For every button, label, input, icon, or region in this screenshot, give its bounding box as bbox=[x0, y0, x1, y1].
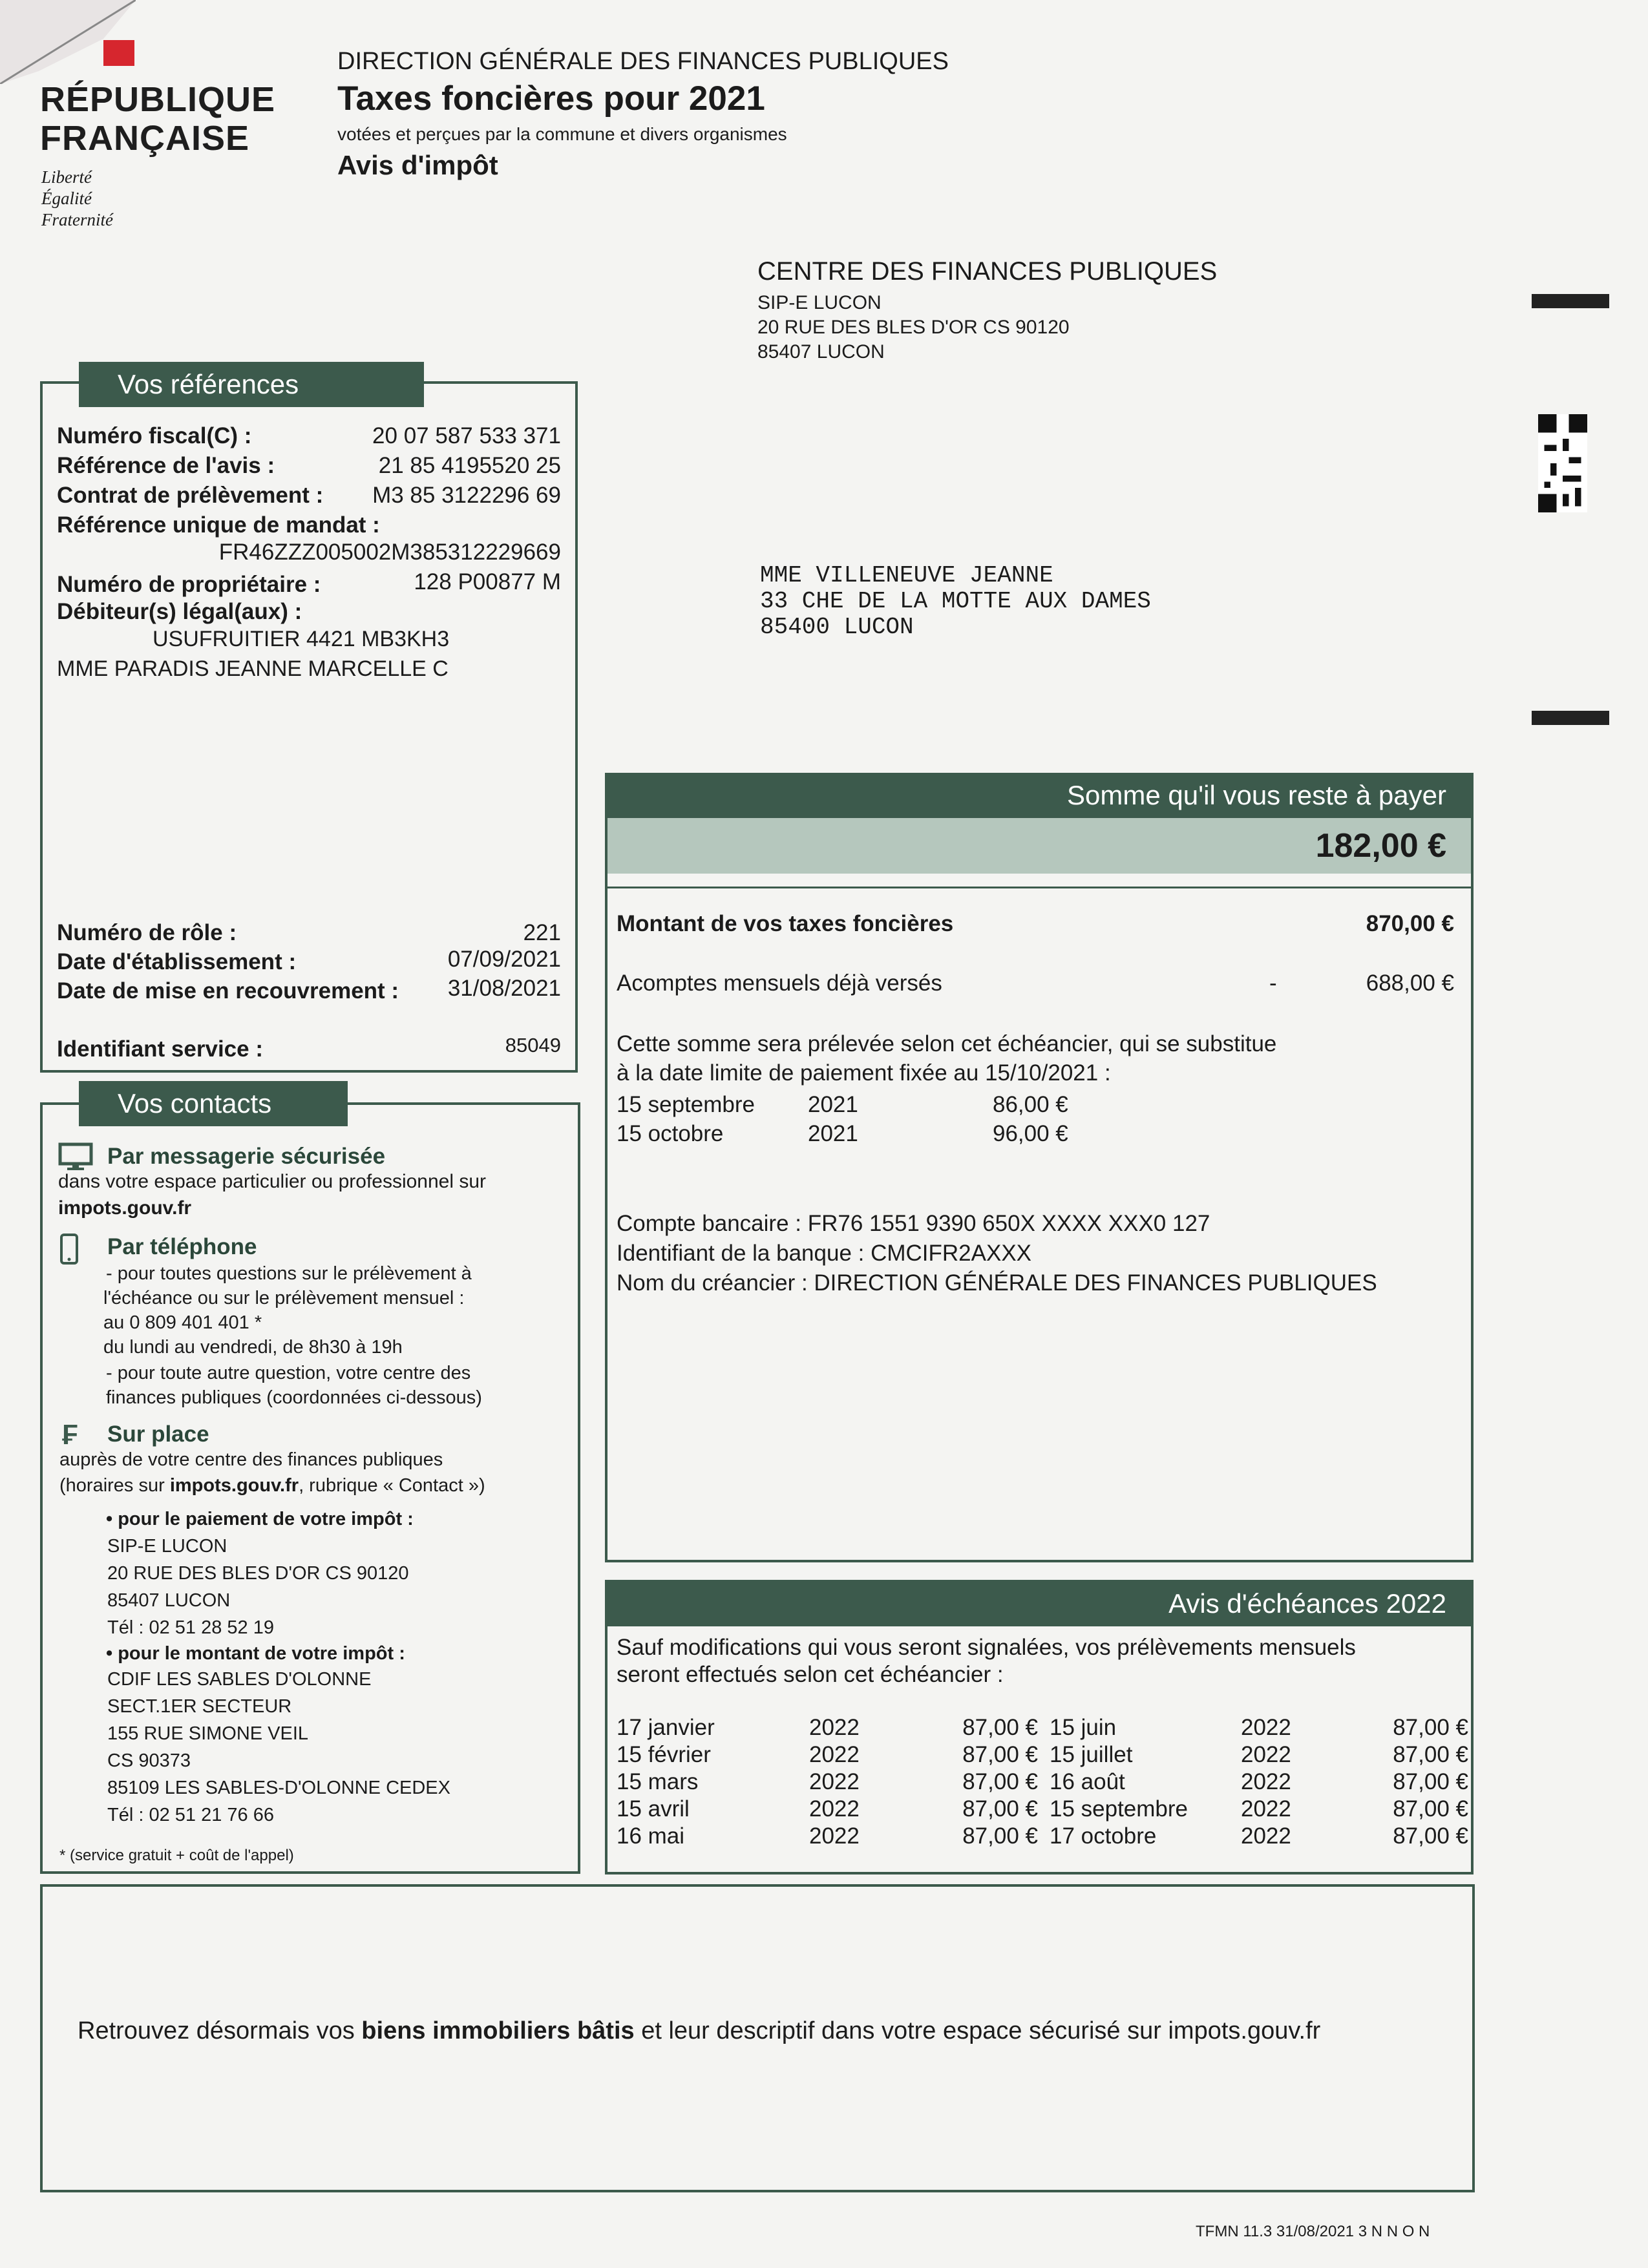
computer-icon bbox=[58, 1142, 93, 1171]
centre-line: SIP-E LUCON bbox=[757, 292, 882, 313]
centre-name: CENTRE DES FINANCES PUBLIQUES bbox=[757, 257, 1218, 286]
telephone-hours: du lundi au vendredi, de 8h30 à 19h bbox=[103, 1337, 403, 1358]
taxes-value: 870,00 € bbox=[1366, 911, 1454, 936]
echeance-amount: 87,00 € bbox=[962, 1742, 1038, 1767]
contrat: M3 85 3122296 69 bbox=[372, 483, 561, 508]
place-title: Sur place bbox=[107, 1422, 209, 1447]
telephone-number: au 0 809 401 401 * bbox=[103, 1312, 262, 1333]
echeance-amount: 87,00 € bbox=[1393, 1796, 1468, 1822]
echeance-date: 15 avril bbox=[617, 1796, 690, 1822]
schedule-amount: 96,00 € bbox=[993, 1121, 1068, 1146]
montant-phone: Tél : 02 51 21 76 66 bbox=[107, 1805, 274, 1825]
echeancier-text: Cette somme sera prélevée selon cet échéancier, qui se substitue bbox=[617, 1031, 1277, 1056]
creancier: Nom du créancier : DIRECTION GÉNÉRALE DES FINANCES PUBLIQUES bbox=[617, 1270, 1377, 1296]
echeance-year: 2022 bbox=[1241, 1796, 1291, 1822]
acomptes-value: 688,00 € bbox=[1366, 971, 1454, 996]
dgfip-heading: DIRECTION GÉNÉRALE DES FINANCES PUBLIQUES bbox=[337, 48, 949, 75]
recouvrement: 31/08/2021 bbox=[447, 976, 561, 1001]
paiement-line: 20 RUE DES BLES D'OR CS 90120 bbox=[107, 1563, 409, 1584]
centre-line: 20 RUE DES BLES D'OR CS 90120 bbox=[757, 317, 1070, 338]
echeance-date: 15 juillet bbox=[1050, 1742, 1133, 1767]
references-title: Vos références bbox=[79, 362, 424, 407]
echeance-year: 2022 bbox=[809, 1715, 860, 1740]
messagerie-text: dans votre espace particulier ou professionnel sur bbox=[58, 1171, 487, 1192]
schedule-year: 2021 bbox=[808, 1092, 858, 1117]
echeance-amount: 87,00 € bbox=[1393, 1823, 1468, 1849]
somme-panel bbox=[605, 773, 1474, 1562]
paiement-line: SIP-E LUCON bbox=[107, 1536, 227, 1557]
etablissement: 07/09/2021 bbox=[447, 947, 561, 972]
montant-line: 85109 LES SABLES-D'OLONNE CEDEX bbox=[107, 1778, 450, 1798]
echeances-intro: Sauf modifications qui vous seront signalées, vos prélèvements mensuels bbox=[617, 1635, 1356, 1660]
recipient-line: 33 CHE DE LA MOTTE AUX DAMES bbox=[760, 588, 1151, 614]
phone-icon bbox=[59, 1233, 79, 1265]
role-label: Numéro de rôle : bbox=[57, 920, 237, 945]
telephone-text: finances publiques (coordonnées ci-dessous) bbox=[106, 1387, 482, 1408]
footer-code: TFMN 11.3 31/08/2021 3 N N O N bbox=[1196, 2223, 1430, 2240]
info-text: Retrouvez désormais vos biens immobiliers bâtis et leur descriptif dans votre espace sécurisé sur impots.gouv.fr bbox=[78, 2017, 1321, 2044]
qr-code bbox=[1538, 412, 1587, 514]
echeance-year: 2022 bbox=[1241, 1742, 1291, 1767]
paiement-title: • pour le paiement de votre impôt : bbox=[106, 1509, 414, 1529]
paiement-phone: Tél : 02 51 28 52 19 bbox=[107, 1617, 274, 1638]
service-note: * (service gratuit + coût de l'appel) bbox=[59, 1847, 294, 1864]
montant-line: 155 RUE SIMONE VEIL bbox=[107, 1723, 309, 1744]
document-title: Taxes foncières pour 2021 bbox=[337, 79, 765, 118]
echeance-date: 17 janvier bbox=[617, 1715, 715, 1740]
banque-id: Identifiant de la banque : CMCIFR2AXXX bbox=[617, 1241, 1032, 1266]
echeance-amount: 87,00 € bbox=[962, 1769, 1038, 1794]
echeance-date: 15 mars bbox=[617, 1769, 699, 1794]
place-link[interactable]: impots.gouv.fr bbox=[169, 1475, 299, 1496]
echeance-year: 2022 bbox=[1241, 1823, 1291, 1849]
echeance-amount: 87,00 € bbox=[962, 1715, 1038, 1740]
recipient-line: 85400 LUCON bbox=[760, 614, 914, 640]
montant-line: CS 90373 bbox=[107, 1750, 191, 1771]
ref-avis-label: Référence de l'avis : bbox=[57, 453, 275, 478]
echeance-year: 2022 bbox=[1241, 1715, 1291, 1740]
echeance-date: 15 février bbox=[617, 1742, 711, 1767]
etablissement-label: Date d'établissement : bbox=[57, 949, 297, 974]
numero-fiscal-label: Numéro fiscal(C) : bbox=[57, 423, 252, 448]
echeance-date: 16 août bbox=[1050, 1769, 1125, 1794]
echeance-amount: 87,00 € bbox=[1393, 1715, 1468, 1740]
debiteur-label: Débiteur(s) légal(aux) : bbox=[57, 599, 302, 624]
mandat-label: Référence unique de mandat : bbox=[57, 512, 380, 538]
messagerie-title: Par messagerie sécurisée bbox=[107, 1144, 386, 1169]
schedule-date: 15 octobre bbox=[617, 1121, 724, 1146]
echeances-intro: seront effectués selon cet échéancier : bbox=[617, 1662, 1004, 1687]
recipient-line: MME VILLENEUVE JEANNE bbox=[760, 562, 1053, 589]
ref-avis: 21 85 4195520 25 bbox=[378, 453, 561, 478]
centre-line: 85407 LUCON bbox=[757, 341, 885, 362]
document-subtitle: votées et perçues par la commune et divers organismes bbox=[337, 124, 787, 144]
place-text: (horaires sur impots.gouv.fr, rubrique « Contact ») bbox=[59, 1475, 485, 1496]
echeance-amount: 87,00 € bbox=[1393, 1769, 1468, 1794]
contacts-title: Vos contacts bbox=[79, 1081, 348, 1126]
debiteur: USUFRUITIER 4421 MB3KH3 bbox=[153, 627, 450, 651]
echeance-year: 2022 bbox=[809, 1742, 860, 1767]
telephone-text: - pour toute autre question, votre centre des bbox=[106, 1363, 471, 1383]
service: 85049 bbox=[505, 1034, 561, 1056]
somme-title: Somme qu'il vous reste à payer bbox=[607, 773, 1471, 818]
montant-line: SECT.1ER SECTEUR bbox=[107, 1696, 292, 1717]
echeance-year: 2022 bbox=[809, 1769, 860, 1794]
schedule-amount: 86,00 € bbox=[993, 1092, 1068, 1117]
place-text: auprès de votre centre des finances publiques bbox=[59, 1449, 443, 1470]
echeancier-text: à la date limite de paiement fixée au 15/10/2021 : bbox=[617, 1060, 1111, 1086]
somme-amount: 182,00 € bbox=[607, 818, 1471, 874]
numero-fiscal: 20 07 587 533 371 bbox=[372, 423, 561, 448]
echeance-amount: 87,00 € bbox=[1393, 1742, 1468, 1767]
echeance-date: 15 septembre bbox=[1050, 1796, 1188, 1822]
contrat-label: Contrat de prélèvement : bbox=[57, 483, 324, 508]
echeance-date: 15 juin bbox=[1050, 1715, 1117, 1740]
registration-mark bbox=[1532, 294, 1609, 308]
telephone-title: Par téléphone bbox=[107, 1234, 257, 1259]
echeance-year: 2022 bbox=[809, 1823, 860, 1849]
taxes-label: Montant de vos taxes foncières bbox=[617, 911, 954, 936]
schedule-date: 15 septembre bbox=[617, 1092, 755, 1117]
service-label: Identifiant service : bbox=[57, 1036, 263, 1062]
debiteur: MME PARADIS JEANNE MARCELLE C bbox=[57, 656, 449, 681]
echeances-title: Avis d'échéances 2022 bbox=[607, 1581, 1471, 1626]
devise: Liberté Égalité Fraternité bbox=[41, 167, 113, 229]
telephone-text: - pour toutes questions sur le prélèvement à bbox=[106, 1263, 472, 1284]
role: 221 bbox=[523, 920, 561, 945]
building-icon: ₣ bbox=[62, 1419, 78, 1451]
compte-bancaire: Compte bancaire : FR76 1551 9390 650X XXXX XXX0 127 bbox=[617, 1211, 1210, 1236]
acomptes-sign: - bbox=[1269, 971, 1277, 996]
republique-francaise: RÉPUBLIQUE FRANÇAISE bbox=[40, 80, 276, 158]
echeance-amount: 87,00 € bbox=[962, 1823, 1038, 1849]
echeance-date: 17 octobre bbox=[1050, 1823, 1157, 1849]
telephone-text: l'échéance ou sur le prélèvement mensuel : bbox=[103, 1288, 465, 1308]
montant-title: • pour le montant de votre impôt : bbox=[106, 1643, 405, 1664]
avis-label: Avis d'impôt bbox=[337, 150, 498, 180]
registration-mark bbox=[1532, 711, 1609, 725]
echeance-date: 16 mai bbox=[617, 1823, 685, 1849]
echeance-year: 2022 bbox=[809, 1796, 860, 1822]
montant-line: CDIF LES SABLES D'OLONNE bbox=[107, 1669, 372, 1690]
echeance-amount: 87,00 € bbox=[962, 1796, 1038, 1822]
proprietaire-label: Numéro de propriétaire : bbox=[57, 572, 321, 597]
messagerie-link[interactable]: impots.gouv.fr bbox=[58, 1197, 192, 1219]
proprietaire: 128 P00877 M bbox=[414, 569, 561, 594]
paiement-line: 85407 LUCON bbox=[107, 1590, 231, 1611]
marianne-logo bbox=[0, 0, 136, 84]
schedule-year: 2021 bbox=[808, 1121, 858, 1146]
divider bbox=[607, 887, 1471, 888]
echeance-year: 2022 bbox=[1241, 1769, 1291, 1794]
mandat: FR46ZZZ005002M385312229669 bbox=[218, 540, 561, 565]
acomptes-label: Acomptes mensuels déjà versés bbox=[617, 971, 942, 996]
recouvrement-label: Date de mise en recouvrement : bbox=[57, 978, 399, 1003]
